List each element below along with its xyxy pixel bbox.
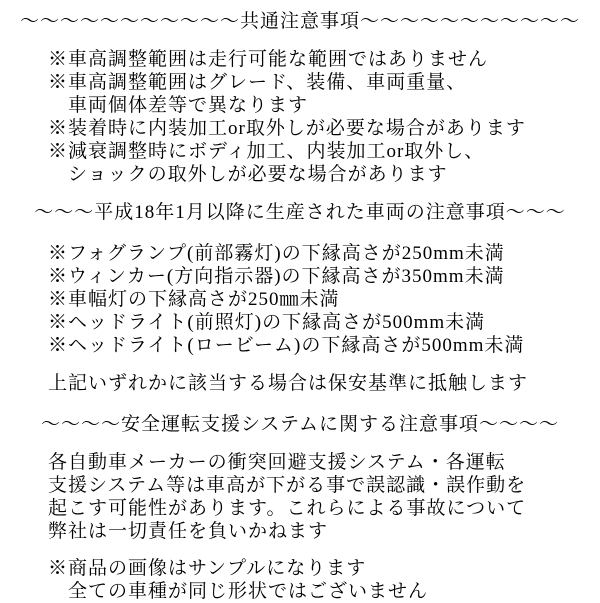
section-header-post-heisei18-vehicles: ～～～平成18年1月以降に生産された車両の注意事項～～～ [34,202,566,223]
notice-line-turn-signal-height: ※ウィンカー(方向指示器)の下縁高さが350mm未満 [48,266,505,287]
notice-line-fog-lamp-height: ※フォグランプ(前部霧灯)の下縁高さが250mm未満 [48,243,505,264]
notice-line-damping-adjust-work: ※減衰調整時にボディ加工、内装加工or取外し、 [48,141,485,162]
notice-line-headlight-lowbeam-height: ※ヘッドライト(ロービーム)の下縁高さが500mm未満 [48,335,525,356]
notice-line-side-marker-height: ※車幅灯の下縁高さが250㎜未満 [48,289,340,310]
notice-line-sample-image-cont: 全ての車種が同じ形状ではございません [68,581,429,602]
notice-line-assist-systems-3: 起こす可能性があります。これらによる事故について [48,498,527,519]
notice-line-height-range-varies: ※車高調整範囲はグレード、装備、車両重量、 [48,72,467,93]
notice-line-install-interior-work: ※装着時に内装加工or取外しが必要な場合があります [48,118,526,139]
notice-line-assist-systems-2: 支援システム等は車高が下がる事で誤認識・誤作動を [48,475,527,496]
notice-line-liability-disclaimer: 弊社は一切責任を負いかねます [48,521,329,542]
section-header-common-cautions: ～～～～～～～～～～～共通注意事項～～～～～～～～～～～ [19,11,580,32]
notice-line-assist-systems-1: 各自動車メーカーの衝突回避支援システム・各運転 [48,452,506,473]
section-header-driver-assist-systems: ～～～～安全運転支援システムに関する注意事項～～～～ [40,414,560,435]
notice-line-safety-standard-violation: 上記いずれかに該当する場合は保安基準に抵触します [48,373,529,394]
notice-line-headlight-height: ※ヘッドライト(前照灯)の下縁高さが500mm未満 [48,312,486,333]
notice-line-sample-image: ※商品の画像はサンプルになります [48,558,367,579]
notice-line-damping-adjust-work-cont: ショックの取外しが必要な場合があります [68,164,448,185]
notice-line-height-range-varies-cont: 車両個体差等で異なります [68,95,309,116]
notice-line-height-range-not-drivable: ※車高調整範囲は走行可能な範囲ではありません [48,49,489,70]
